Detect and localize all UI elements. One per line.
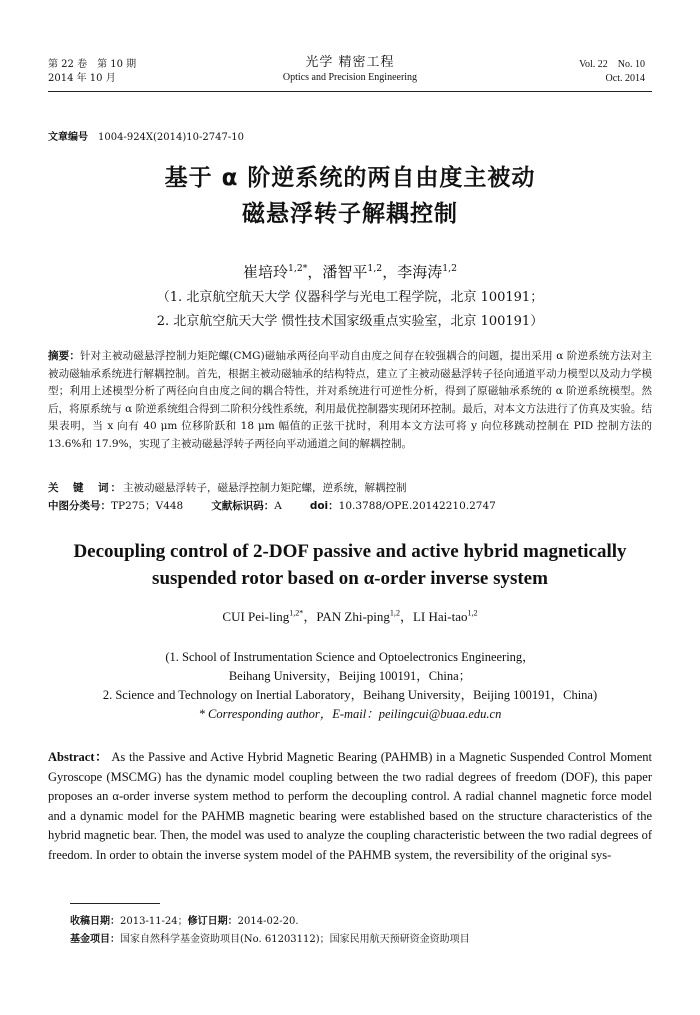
fund-value: 国家自然科学基金资助项目(No. 61203112)；国家民用航天预研资金资助项目 — [120, 934, 470, 945]
title-cn-line1: 基于 α 阶逆系统的两自由度主被动 — [164, 165, 536, 191]
clc-value: TP275；V448 — [111, 500, 184, 512]
abstract-en-text: As the Passive and Active Hybrid Magnetic Bearing (PAHMB) in a Magnetic Suspended Control Moment Gyroscope (MSCMG) has the dynamic model coupling between the two radial degrees of freedom (DOF), this paper proposes an α-order inverse system method to perform the decoupling control. A radial channel magnetic force model and a dynamic model for the PAHMB magnetic bearing were established based on the structure characteristics of the hybrid magnetic bear. Then, the model was used to analyze the coupling characteristic between the two radial degrees of freedom. In order to obtain the inverse system model of the PAHMB system, the reversibility of the original sys- — [48, 750, 653, 862]
author-affiliation-mark: 1,2* — [289, 608, 304, 618]
author-affiliation-mark: 1,2 — [389, 608, 400, 618]
keywords-cn-label: 关 键 词： — [48, 482, 123, 494]
fund-label: 基金项目： — [70, 934, 120, 945]
header-issue-en — [579, 58, 645, 86]
classification-line — [48, 498, 652, 515]
article-number — [48, 128, 244, 143]
affiliation-en-line: (1. School of Instrumentation Science and Optoelectronics Engineering， — [165, 650, 535, 664]
affiliation-cn-line: 2. 北京航空航天大学 惯性技术国家级重点实验室，北京 100191） — [156, 314, 544, 329]
keywords-cn — [48, 480, 652, 497]
abstract-en — [48, 748, 652, 865]
doi-value: 10.3788/OPE.20142210.2747 — [338, 500, 496, 512]
author-affiliation-mark: 1,2 — [467, 608, 478, 618]
abstract-cn — [48, 348, 652, 453]
doc-code-value: A — [274, 500, 282, 512]
affiliations-cn — [0, 286, 700, 334]
funding — [70, 931, 660, 949]
abstract-en-label: Abstract： — [48, 750, 109, 764]
author-separator: ， — [307, 263, 323, 281]
corresponding-author: * Corresponding author，E-mail：peilingcui@buaa.edu.cn — [198, 707, 502, 721]
title-cn-line2: 磁悬浮转子解耦控制 — [242, 201, 458, 227]
header-divider — [48, 91, 652, 92]
article-number-label: 文章编号 — [48, 132, 88, 143]
journal-title-en: Optics and Precision Engineering — [282, 72, 418, 83]
author-name: 潘智平 — [322, 263, 368, 281]
authors-en — [0, 608, 700, 626]
footnotes — [70, 913, 660, 949]
revised-value: 2014-02-20. — [237, 916, 299, 927]
author-name: CUI Pei-ling — [222, 609, 290, 624]
header-volume-cn: 第 22 卷 第 10 期 — [48, 59, 137, 70]
author-separator: ， — [303, 609, 317, 624]
revised-label: 修订日期： — [187, 916, 238, 927]
footnote-divider — [70, 903, 160, 904]
author-name: PAN Zhi-ping — [316, 609, 390, 624]
received-label: 收稿日期： — [70, 916, 120, 927]
doc-code-label: 文献标识码： — [211, 500, 275, 512]
header-volume-en: Vol. 22 No. 10 — [579, 59, 645, 70]
abstract-cn-text: 针对主被动磁悬浮控制力矩陀螺(CMG)磁轴承两径向平动自由度之间存在较强耦合的问题，提出采用 α 阶逆系统方法对主被动磁轴承系统进行解耦控制。首先，根据主被动磁轴承的结构特点，建立了主被动磁悬浮转子径向通道平动力模型以及动力学模型；利用上述模型分析了两径向自由度之间的耦合特性，并对系统进行可逆性分析，得到了原磁轴承系统的 α 阶逆系统模型。然后，将原系统与 α 阶逆系统组合得到二阶积分线性系统，利用最优控制器实现闭环控制。最后，对本文方法进行了仿真及实验。结果表明，当 x 向有 40 μm 位移阶跃和 18 μm 幅值的正弦干扰时，利用本文方法可将 y 向位移跳动控制在 PID 控制方法的 13.6%和 17.9%，实现了主被动磁悬浮转子两径向平动通道之间的解耦控制。 — [48, 350, 652, 450]
title-en-line2: suspended rotor based on α-order inverse system — [152, 568, 548, 589]
header-date-cn: 2014 年 10 月 — [48, 73, 116, 84]
affiliations-en — [0, 648, 700, 724]
doi-label: doi： — [309, 500, 339, 512]
received-value: 2013-11-24； — [120, 916, 188, 927]
affiliation-en-line: 2. Science and Technology on Inertial Laboratory，Beihang University，Beijing 100191，China) — [102, 688, 598, 702]
header-date-en: Oct. 2014 — [605, 73, 645, 84]
article-number-value: 1004-924X(2014)10-2747-10 — [98, 132, 244, 143]
title-en — [0, 538, 700, 592]
received-dates — [70, 913, 660, 931]
author-name: LI Hai-tao — [412, 609, 468, 624]
author-separator: ， — [399, 609, 413, 624]
title-en-line1: Decoupling control of 2-DOF passive and active hybrid magnetically — [73, 541, 627, 562]
author-affiliation-mark: 1,2* — [287, 263, 308, 274]
author-name: 崔培玲 — [242, 263, 288, 281]
author-name: 李海涛 — [397, 263, 443, 281]
affiliation-cn-line: （1. 北京航空航天大学 仪器科学与光电工程学院，北京 100191； — [156, 290, 544, 305]
journal-title-cn: 光学 精密工程 — [305, 55, 395, 70]
title-cn — [0, 160, 700, 232]
authors-cn — [0, 262, 700, 282]
keywords-cn-text: 主被动磁悬浮转子，磁悬浮控制力矩陀螺，逆系统，解耦控制 — [123, 482, 407, 494]
clc-label: 中图分类号： — [48, 500, 111, 512]
abstract-cn-label: 摘要： — [48, 350, 80, 362]
author-separator: ， — [382, 263, 398, 281]
author-affiliation-mark: 1,2 — [367, 263, 383, 274]
author-affiliation-mark: 1,2 — [442, 263, 458, 274]
affiliation-en-line: Beihang University，Beijing 100191，China； — [228, 669, 472, 683]
